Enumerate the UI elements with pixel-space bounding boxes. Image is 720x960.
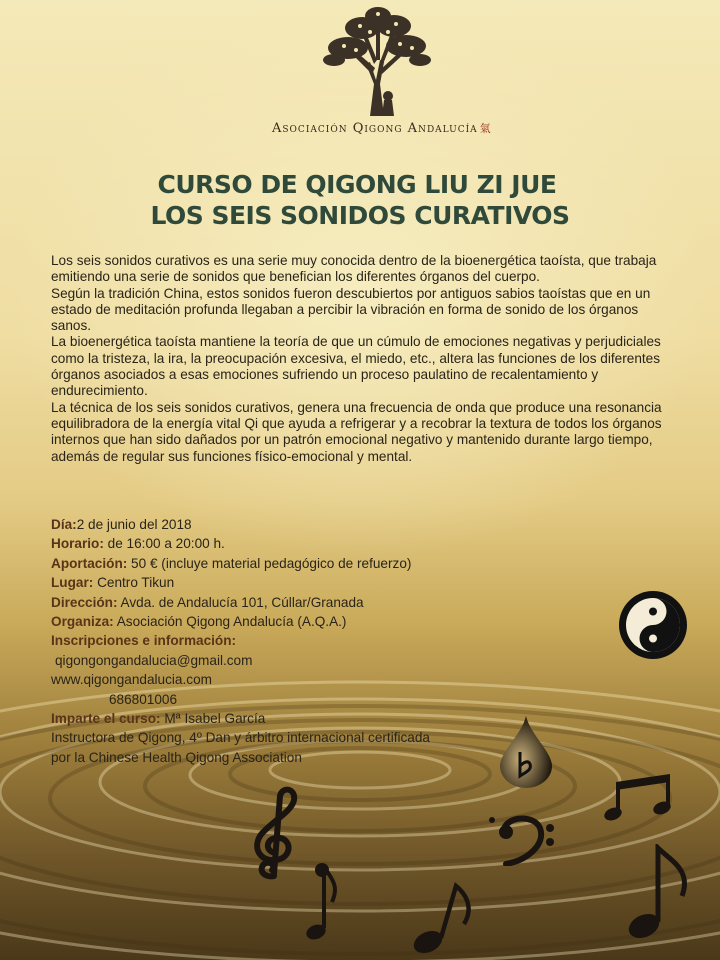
- aportacion-value: 50 € (incluye material pedagógico de refuerzo): [127, 555, 412, 571]
- yin-yang-icon: [618, 590, 688, 660]
- info-aportacion: [51, 554, 491, 573]
- inscripciones-label: Inscripciones e información:: [51, 633, 237, 649]
- credentials-line2: por la Chinese Health Qigong Association: [51, 749, 302, 765]
- info-direccion: [51, 593, 491, 612]
- imparte-label: Imparte el curso:: [51, 711, 161, 727]
- paragraph-3: La bioenergética taoísta mantiene la teoría de que un cúmulo de emociones negativas y perjudiciales como la tristeza, la ira, la preocupación excesiva, el miedo, etc., altera las funciones de los diferentes órganos asociados a esas emociones sufriendo un proceso paulatino de recalentamiento y endurecimiento.: [51, 334, 661, 399]
- eighth-note-icon: [622, 844, 698, 942]
- association-name: [272, 120, 512, 136]
- paragraph-4: La técnica de los seis sonidos curativos, genera una frecuencia de onda que produce una resonancia equilibradora de la energía vital Qi que ayuda a refrigerar y a recobrar la textura de todos los órganos internos que han sido dañados por un patrón emocional negativo y mantenido durante largo tiempo, además de regular sus funciones físico-emocional y mental.: [51, 399, 662, 464]
- dia-value: 2 de junio del 2018: [76, 517, 192, 532]
- info-imparte: [51, 709, 491, 728]
- paragraph-2: Según la tradición China, estos sonidos fueron descubiertos por antiguos sabios taoístas que en un estado de meditación profunda llegaban a percibir la vibración en forma de sonido de los órganos sanos.: [51, 285, 651, 334]
- association-name-text: Asociación Qigong Andalucía: [272, 121, 478, 136]
- description-text: [51, 253, 671, 465]
- direccion-label: Dirección:: [51, 594, 118, 610]
- aportacion-label: Aportación:: [51, 555, 128, 571]
- info-dia: [51, 515, 491, 534]
- phone-number: 686801006: [109, 691, 178, 707]
- flat-drop-icon: [496, 714, 556, 788]
- horario-value: de 16:00 a 20:00 h.: [103, 536, 225, 552]
- website-link[interactable]: www.qigongandalucia.com: [51, 672, 212, 688]
- seal-icon: 氣: [479, 122, 492, 135]
- lugar-label: Lugar:: [51, 575, 94, 591]
- eighth-note-icon: [410, 880, 480, 956]
- page-title-line1: CURSO DE QIGONG LIU ZI JUE: [157, 170, 557, 199]
- lugar-value: Centro Tikun: [93, 575, 175, 591]
- eighth-note-icon: [302, 858, 342, 944]
- imparte-value: Mª Isabel García: [160, 711, 266, 727]
- email-link[interactable]: qigongongandalucia@gmail.com: [55, 652, 253, 668]
- direccion-value: Avda. de Andalucía 101, Cúllar/Granada: [117, 594, 364, 610]
- info-horario: [51, 534, 491, 553]
- info-organiza: [51, 612, 491, 631]
- organiza-value: Asociación Qigong Andalucía (A.Q.A.): [113, 614, 347, 630]
- paragraph-1: Los seis sonidos curativos es una serie muy conocida dentro de la bioenergética taoísta, que trabaja emitiendo una serie de sonidos que benefician los diferentes órganos del cuerpo.: [51, 253, 657, 285]
- treble-clef-icon: [234, 784, 310, 880]
- credentials-line1: Instructora de Qigong, 4º Dan y árbitro internacional certificada: [51, 730, 430, 746]
- beamed-notes-icon: [604, 768, 684, 828]
- tree-logo-icon: [300, 4, 450, 118]
- dia-label: Día:: [51, 517, 77, 532]
- page-title-line2: LOS SEIS SONIDOS CURATIVOS: [150, 201, 570, 230]
- organiza-label: Organiza:: [51, 614, 114, 630]
- bass-clef-icon: [484, 810, 556, 866]
- event-info: [51, 515, 491, 767]
- info-inscripciones: [51, 631, 491, 650]
- horario-label: Horario:: [51, 536, 104, 552]
- info-lugar: [51, 573, 491, 592]
